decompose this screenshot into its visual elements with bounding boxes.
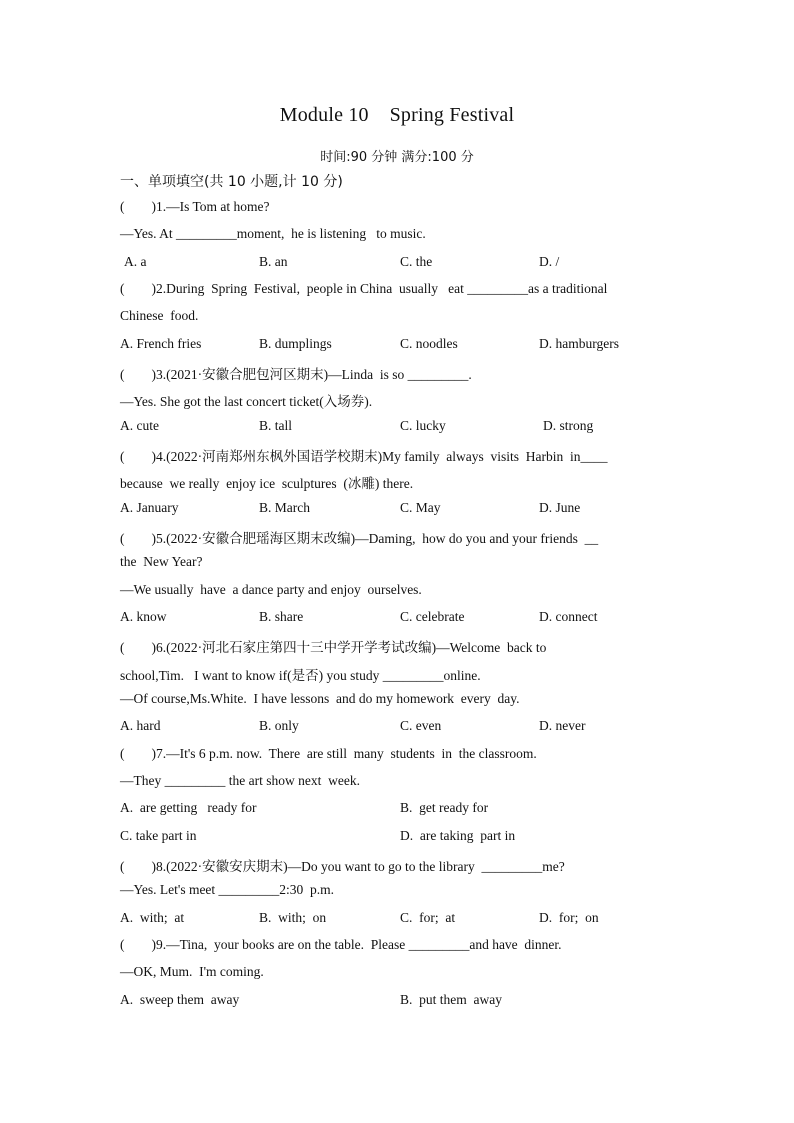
question-2-option-b: B. dumplings bbox=[259, 336, 332, 351]
question-3-line-2: —Yes. She got the last concert ticket(入场券). bbox=[120, 394, 373, 409]
question-4-line-1: ( )4.(2022·河南郑州东枫外国语学校期末)My family always visits Harbin in____ bbox=[120, 449, 608, 464]
question-2-line-1: ( )2.During Spring Festival, people in China usually eat _________as a traditional bbox=[120, 281, 608, 296]
question-6-line-1: ( )6.(2022·河北石家庄第四十三中学开学考试改编)—Welcome back to bbox=[120, 640, 547, 655]
question-5-line-1: ( )5.(2022·安徽合肥瑶海区期末改编)—Daming, how do you and your friends __ bbox=[120, 531, 599, 546]
question-2-line-2: Chinese food. bbox=[120, 308, 199, 323]
question-5-option-b: B. share bbox=[259, 609, 304, 624]
question-3-option-b: B. tall bbox=[259, 418, 292, 433]
question-3-option-c: C. lucky bbox=[400, 418, 446, 433]
question-6-line-2: school,Tim. I want to know if(是否) you study _________online. bbox=[120, 668, 481, 683]
question-6-option-c: C. even bbox=[400, 718, 442, 733]
question-5-option-d: D. connect bbox=[539, 609, 598, 624]
question-3-line-1: ( )3.(2021·安徽合肥包河区期末)—Linda is so _________. bbox=[120, 367, 472, 382]
question-7-option-b: B. get ready for bbox=[400, 800, 489, 815]
question-5-line-2: the New Year? bbox=[120, 554, 203, 569]
question-1-option-d: D. / bbox=[539, 254, 560, 269]
question-1-line-2: —Yes. At _________moment, he is listening to music. bbox=[120, 226, 426, 241]
question-8-option-c: C. for; at bbox=[400, 910, 456, 925]
question-5-option-c: C. celebrate bbox=[400, 609, 465, 624]
question-4-line-2: because we really enjoy ice sculptures (冰雕) there. bbox=[120, 476, 414, 491]
question-8-option-d: D. for; on bbox=[539, 910, 599, 925]
question-3-option-d: D. strong bbox=[543, 418, 594, 433]
section-heading: 一、单项填空(共 10 小题,计 10 分) bbox=[120, 174, 343, 190]
question-9-option-a: A. sweep them away bbox=[120, 992, 240, 1007]
question-9-line-2: —OK, Mum. I'm coming. bbox=[120, 964, 264, 979]
question-7-option-c: C. take part in bbox=[120, 828, 197, 843]
question-1-option-a: A. a bbox=[124, 254, 147, 269]
question-2-option-c: C. noodles bbox=[400, 336, 458, 351]
question-6-line-3: —Of course,Ms.White. I have lessons and do my homework every day. bbox=[120, 691, 520, 706]
question-4-option-d: D. June bbox=[539, 500, 581, 515]
question-3-option-a: A. cute bbox=[120, 418, 159, 433]
title-topic: Spring Festival bbox=[389, 104, 515, 126]
question-8-option-b: B. with; on bbox=[259, 910, 327, 925]
page-title bbox=[0, 104, 794, 127]
question-4-option-a: A. January bbox=[120, 500, 179, 515]
question-1-option-c: C. the bbox=[400, 254, 433, 269]
question-7-option-a: A. are getting ready for bbox=[120, 800, 257, 815]
question-2-option-a: A. French fries bbox=[120, 336, 202, 351]
question-8-line-1: ( )8.(2022·安徽安庆期末)—Do you want to go to the library _________me? bbox=[120, 859, 565, 874]
exam-time-score: 时间:90 分钟 满分:100 分 bbox=[320, 150, 474, 165]
question-4-option-c: C. May bbox=[400, 500, 441, 515]
question-5-option-a: A. know bbox=[120, 609, 167, 624]
question-2-option-d: D. hamburgers bbox=[539, 336, 619, 351]
question-1-option-b: B. an bbox=[259, 254, 288, 269]
question-8-line-2: —Yes. Let's meet _________2:30 p.m. bbox=[120, 882, 335, 897]
question-1-line-1: ( )1.—Is Tom at home? bbox=[120, 199, 270, 214]
question-8-option-a: A. with; at bbox=[120, 910, 185, 925]
question-6-option-a: A. hard bbox=[120, 718, 161, 733]
question-7-option-d: D. are taking part in bbox=[400, 828, 516, 843]
title-module: Module 10 bbox=[279, 104, 369, 126]
question-7-line-2: —They _________ the art show next week. bbox=[120, 773, 360, 788]
question-9-line-1: ( )9.—Tina, your books are on the table. Please _________and have dinner. bbox=[120, 937, 562, 952]
question-6-option-b: B. only bbox=[259, 718, 299, 733]
question-7-line-1: ( )7.—It's 6 p.m. now. There are still many students in the classroom. bbox=[120, 746, 537, 761]
question-4-option-b: B. March bbox=[259, 500, 310, 515]
question-6-option-d: D. never bbox=[539, 718, 586, 733]
question-9-option-b: B. put them away bbox=[400, 992, 502, 1007]
question-5-line-3: —We usually have a dance party and enjoy ourselves. bbox=[120, 582, 422, 597]
